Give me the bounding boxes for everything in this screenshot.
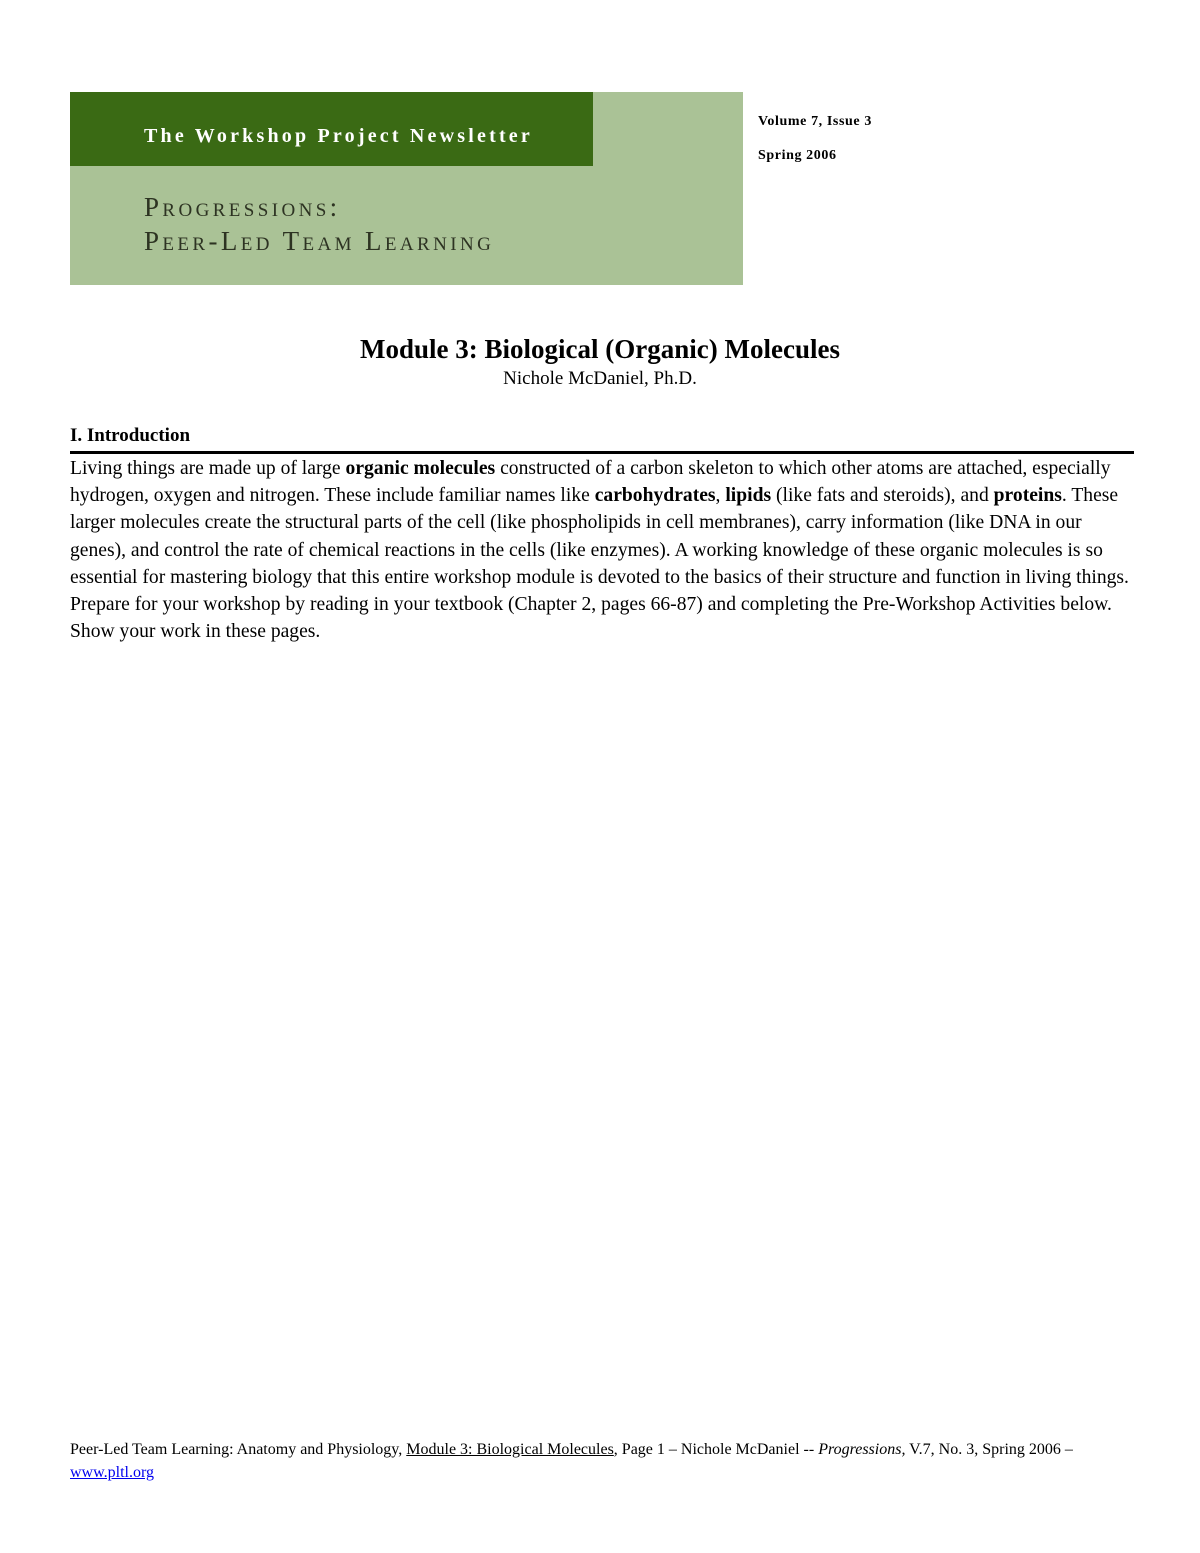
term-organic-molecules: organic molecules [345, 458, 496, 479]
issue-season: Spring 2006 [758, 148, 837, 163]
intro-text: , [715, 485, 726, 507]
intro-text: Living things are made up of large [70, 458, 346, 479]
intro-text: . These larger molecules create the structural parts of the cell (like phospholipids in cell membranes), carry information (like DNA in our genes), and control the rate of chemical reactions in the cells (like enzymes). A working knowledge of these organic molecules is so essential for mastering biology that this entire workshop module is devoted to the basics of their structure and function in living things. Prepare for your workshop by reading in your textbook (Chapter 2, pages 66-87) and completing the Pre-Workshop Activities below. Show your work in these pages. [70, 485, 1129, 643]
newsletter-name: The Workshop Project Newsletter [144, 125, 533, 147]
footer-text: , Page 1 – Nichole McDaniel -- [613, 1441, 819, 1458]
footer-text: V.7, No. 3, Spring 2006 – [905, 1441, 1073, 1458]
intro-text: (like fats and steroids), and [771, 485, 994, 507]
volume-issue: Volume 7, Issue 3 [758, 114, 872, 129]
intro-text: constructed of a carbon skeleton to which other atoms are attached, especially hydrogen, oxygen and nitrogen. These include familiar names like [70, 458, 1111, 507]
section-heading-introduction: I. Introduction [70, 425, 191, 446]
term-carbohydrates: carbohydrates [594, 485, 716, 507]
term-proteins: proteins [993, 485, 1062, 507]
publication-title-line-2: Peer-Led Team Learning [144, 226, 495, 256]
footer-publication: Progressions, [818, 1441, 906, 1458]
introduction-paragraph [70, 455, 1136, 645]
publication-title [144, 190, 494, 258]
website-link[interactable]: www.pltl.org [70, 1464, 154, 1481]
module-title: Module 3: Biological (Organic) Molecules [360, 334, 840, 364]
term-lipids: lipids [725, 485, 772, 507]
footer-module-title: Module 3: Biological Molecules [406, 1441, 614, 1458]
section-divider [70, 451, 1134, 454]
page-footer [70, 1438, 1140, 1484]
publication-title-line-1: Progressions: [144, 192, 341, 222]
footer-text: Peer-Led Team Learning: Anatomy and Physiology, [70, 1441, 407, 1458]
author-name: Nichole McDaniel, Ph.D. [503, 368, 697, 389]
